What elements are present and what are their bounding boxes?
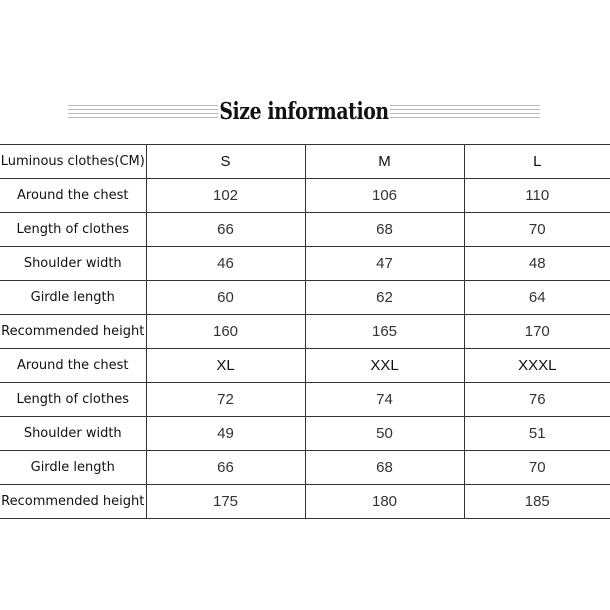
table-row [0,145,610,179]
measurement-cell: 76 [464,383,610,417]
measurement-cell: 74 [305,383,464,417]
page-title: Size information [219,98,389,125]
size-header-cell: S [146,145,305,179]
row-label: Girdle length [0,281,146,315]
size-header-cell: XXL [305,349,464,383]
measurement-cell: 160 [146,315,305,349]
measurement-cell: 165 [305,315,464,349]
row-label: Around the chest [0,179,146,213]
row-label: Shoulder width [0,417,146,451]
measurement-cell: 68 [305,213,464,247]
size-header-cell: XXXL [464,349,610,383]
measurement-cell: 110 [464,179,610,213]
measurement-cell: 68 [305,451,464,485]
measurement-cell: 106 [305,179,464,213]
table-row [0,451,610,485]
row-label: Length of clothes [0,213,146,247]
measurement-cell: 170 [464,315,610,349]
measurement-cell: 46 [146,247,305,281]
measurement-cell: 64 [464,281,610,315]
title-banner [68,98,540,130]
size-table-body [0,145,610,519]
row-label: Girdle length [0,451,146,485]
row-label: Luminous clothes(CM) [0,145,146,179]
measurement-cell: 185 [464,485,610,519]
measurement-cell: 51 [464,417,610,451]
table-row [0,485,610,519]
measurement-cell: 66 [146,213,305,247]
measurement-cell: 48 [464,247,610,281]
measurement-cell: 47 [305,247,464,281]
table-row [0,281,610,315]
row-label: Recommended height [0,315,146,349]
measurement-cell: 66 [146,451,305,485]
row-label: Around the chest [0,349,146,383]
measurement-cell: 70 [464,213,610,247]
measurement-cell: 60 [146,281,305,315]
row-label: Length of clothes [0,383,146,417]
measurement-cell: 49 [146,417,305,451]
measurement-cell: 180 [305,485,464,519]
measurement-cell: 175 [146,485,305,519]
table-row [0,315,610,349]
table-row [0,179,610,213]
measurement-cell: 62 [305,281,464,315]
size-table [0,144,610,519]
row-label: Recommended height [0,485,146,519]
measurement-cell: 72 [146,383,305,417]
measurement-cell: 70 [464,451,610,485]
measurement-cell: 102 [146,179,305,213]
size-header-cell: M [305,145,464,179]
table-row [0,213,610,247]
table-row [0,247,610,281]
row-label: Shoulder width [0,247,146,281]
table-row [0,383,610,417]
size-header-cell: XL [146,349,305,383]
table-row [0,417,610,451]
measurement-cell: 50 [305,417,464,451]
table-row [0,349,610,383]
size-header-cell: L [464,145,610,179]
